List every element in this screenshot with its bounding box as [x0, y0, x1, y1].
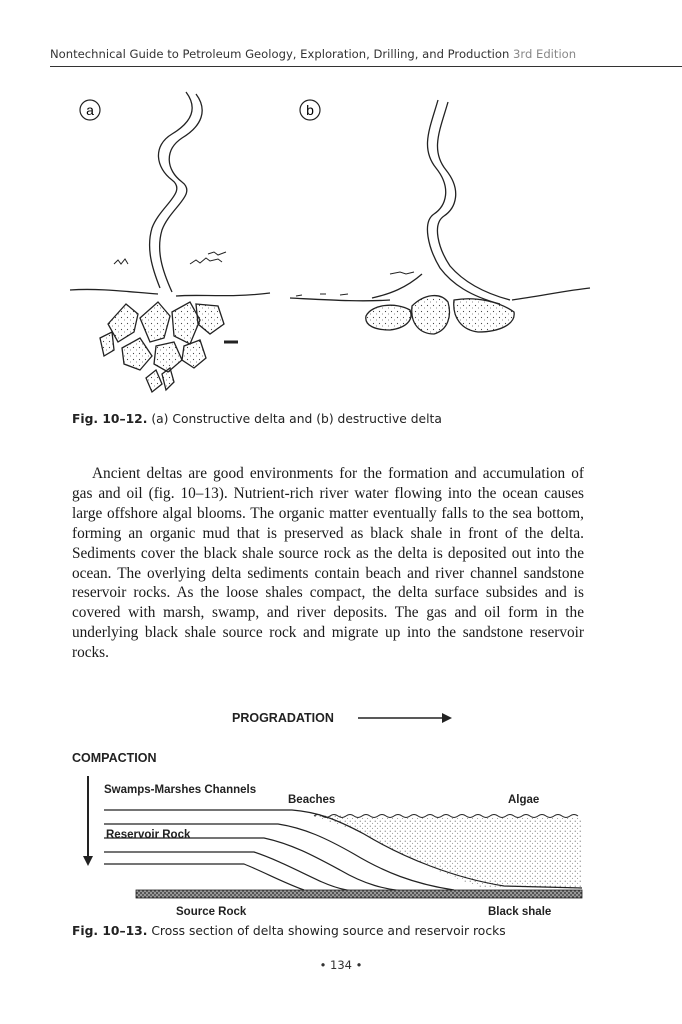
- caption-text: Cross section of delta showing source and reservoir rocks: [151, 924, 506, 938]
- destructive-delta: [290, 100, 590, 334]
- caption-label: Fig. 10–12.: [72, 412, 148, 426]
- compaction-arrow: [83, 776, 93, 866]
- source-rock-label: Source Rock: [176, 906, 247, 918]
- body-paragraph: Ancient deltas are good environments for the formation and accumulation of gas and oil (fig. 10–13). Nutrient-rich river water flowing into the ocean causes large offshore algal blooms. The organic matter eventually falls to the sea bottom, forming an organic mud that is preserved as black shale in front of the delta. Sediments cover the black shale source rock as the delta is deposited out into the ocean. The overlying delta sediments contain beach and river channel sandstone reservoir rocks. As the loose shales compact, the delta surface subsides and is covered with marsh, swamp, and river deposits. The gas and oil form in the underlying black shale source rock and migrate up into the sandstone reservoir rocks.: [72, 465, 584, 662]
- swamps-label: Swamps-Marshes Channels: [104, 784, 257, 796]
- reservoir-rock-label: Reservoir Rock: [106, 829, 191, 841]
- black-shale-layer: [136, 890, 582, 898]
- svg-text:a: a: [86, 102, 94, 118]
- progradation-label: PROGRADATION: [232, 711, 334, 725]
- header-rule: [50, 66, 682, 67]
- delta-cross-section-figure: [64, 700, 604, 922]
- label-b: [300, 100, 320, 120]
- page-number: • 134 •: [319, 958, 363, 972]
- running-header: [50, 47, 682, 61]
- book-title: Nontechnical Guide to Petroleum Geology, Exploration, Drilling, and Production: [50, 47, 510, 61]
- svg-text:b: b: [306, 102, 314, 118]
- sea-surface: [314, 815, 578, 818]
- caption-text: (a) Constructive delta and (b) destructive delta: [151, 412, 442, 426]
- label-a: [80, 100, 100, 120]
- constructive-delta: [70, 92, 270, 392]
- delta-types-figure: [60, 88, 600, 404]
- beaches-label: Beaches: [288, 794, 336, 806]
- figure-10-12-caption: [72, 412, 442, 426]
- progradation-arrow: [358, 713, 452, 723]
- algae-label: Algae: [508, 794, 540, 806]
- black-shale-label: Black shale: [488, 906, 552, 918]
- compaction-label: COMPACTION: [72, 751, 157, 765]
- caption-label: Fig. 10–13.: [72, 924, 148, 938]
- edition: 3rd Edition: [513, 47, 577, 61]
- figure-10-13-caption: [72, 924, 506, 938]
